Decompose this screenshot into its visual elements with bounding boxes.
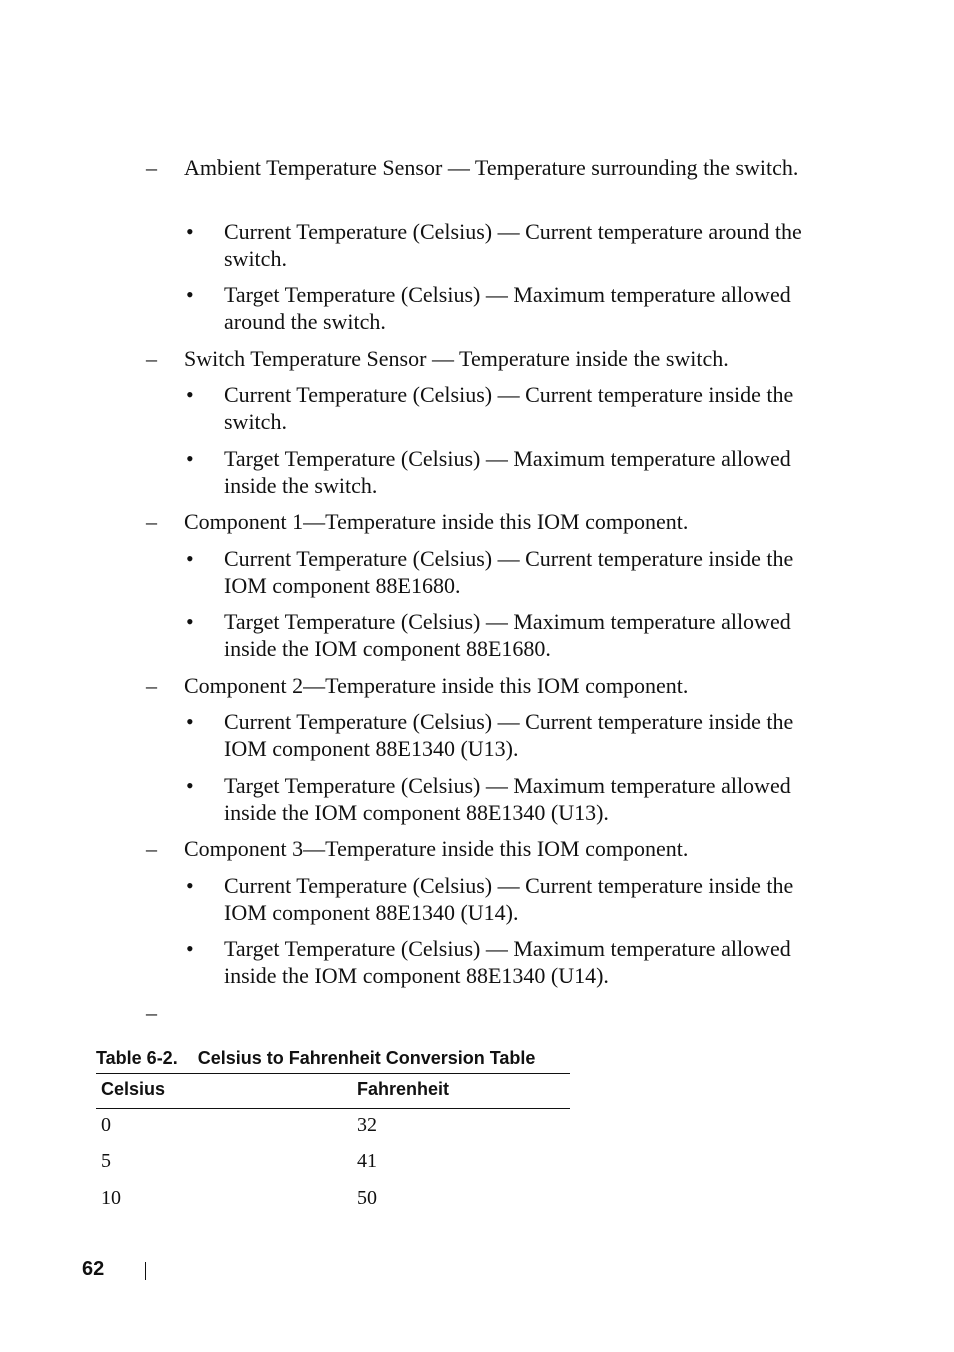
table-header-celsius: Celsius [101, 1079, 166, 1099]
bullet-marker: • [186, 609, 194, 634]
subitem-description: — Maximum temperature allowed inside the IOM component 88E1340 (U14). [224, 936, 791, 988]
dash-marker: – [146, 509, 157, 534]
dash-marker: – [146, 673, 157, 698]
bullet-marker: • [186, 773, 194, 798]
item-description: —Temperature inside this IOM component. [303, 836, 689, 861]
table-cell-fahrenheit: 50 [357, 1187, 377, 1209]
table-cell-celsius: 5 [101, 1150, 111, 1172]
item-term: Ambient Temperature Sensor [184, 155, 443, 180]
dash-marker: – [146, 346, 157, 371]
item-description: — Temperature inside the switch. [426, 346, 729, 371]
footer-divider [145, 1262, 146, 1280]
bullet-marker: • [186, 382, 194, 407]
subitem-term: Current Temperature (Celsius) [224, 873, 493, 898]
bullet-marker: • [186, 709, 194, 734]
bullet-marker: • [186, 546, 194, 571]
subitem-description: — Current temperature inside the IOM component 88E1680. [224, 546, 794, 598]
subitem-term: Target Temperature (Celsius) [224, 446, 481, 471]
subitem-description: — Current temperature inside the switch. [224, 382, 794, 434]
table-header-fahrenheit: Fahrenheit [357, 1079, 450, 1099]
subitem-description: — Current temperature inside the IOM component 88E1340 (U13). [224, 709, 794, 761]
page-number: 62 [82, 1258, 105, 1280]
dash-marker: – [146, 155, 157, 180]
table-top-rule [96, 1073, 570, 1074]
dash-marker: – [146, 836, 157, 861]
dash-marker: – [146, 1000, 157, 1025]
subitem-term: Target Temperature (Celsius) [224, 773, 481, 798]
subitem-term: Current Temperature (Celsius) [224, 219, 493, 244]
bullet-marker: • [186, 219, 194, 244]
bullet-marker: • [186, 446, 194, 471]
bullet-marker: • [186, 936, 194, 961]
subitem-term: Target Temperature (Celsius) [224, 609, 481, 634]
table-header-rule [96, 1108, 570, 1109]
subitem-description: — Maximum temperature allowed inside the IOM component 88E1340 (U13). [224, 773, 791, 825]
item-term: Component 1 [184, 509, 304, 534]
subitem-term: Current Temperature (Celsius) [224, 709, 493, 734]
subitem-description: — Maximum temperature allowed inside the switch. [224, 446, 791, 498]
table-cell-celsius: 10 [101, 1187, 121, 1209]
item-term: Component 2 [184, 673, 304, 698]
table-cell-fahrenheit: 41 [357, 1150, 377, 1172]
table-cell-celsius: 0 [101, 1114, 111, 1136]
subitem-term: Target Temperature (Celsius) [224, 936, 481, 961]
bullet-marker: • [186, 873, 194, 898]
table-caption [96, 1046, 535, 1070]
subitem-description: — Maximum temperature allowed inside the IOM component 88E1680. [224, 609, 791, 661]
subitem-term: Current Temperature (Celsius) [224, 382, 493, 407]
item-term: Switch Temperature Sensor [184, 346, 427, 371]
item-term: Component 3 [184, 836, 304, 861]
subitem-term: Current Temperature (Celsius) [224, 546, 493, 571]
item-description: — Temperature surrounding the switch. [442, 155, 799, 180]
subitem-description: — Current temperature around the switch. [224, 219, 802, 271]
subitem-term: Target Temperature (Celsius) [224, 282, 481, 307]
subitem-description: — Current temperature inside the IOM component 88E1340 (U14). [224, 873, 794, 925]
table-cell-fahrenheit: 32 [357, 1114, 377, 1136]
table-label: Table 6-2. [96, 1048, 178, 1068]
item-description: —Temperature inside this IOM component. [303, 509, 689, 534]
item-description: —Temperature inside this IOM component. [303, 673, 689, 698]
subitem-description: — Maximum temperature allowed around the switch. [224, 282, 791, 334]
table-title: Celsius to Fahrenheit Conversion Table [197, 1048, 536, 1068]
bullet-marker: • [186, 282, 194, 307]
